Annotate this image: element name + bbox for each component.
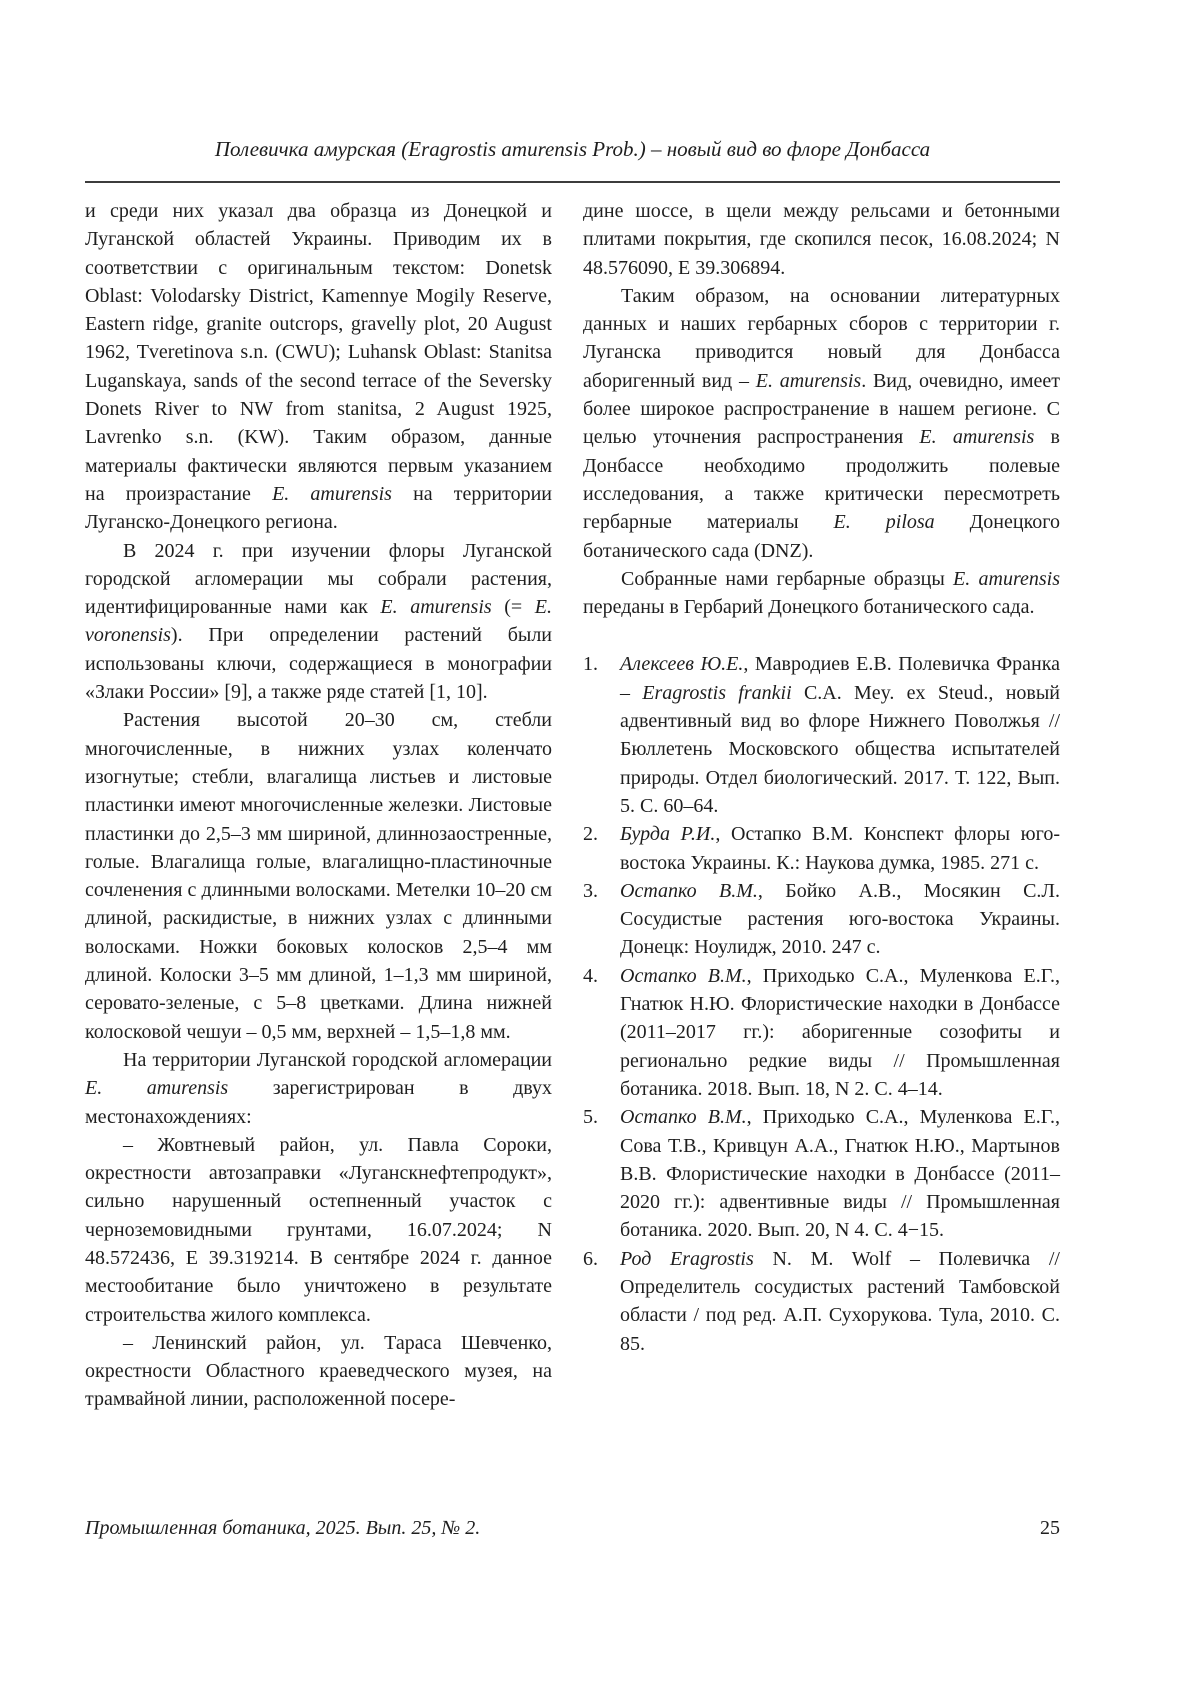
reference-number: 4. [583,964,598,987]
reference-number: 6. [583,1247,598,1270]
article-body [85,197,1060,1414]
running-head-title: Полевичка амурская (Eragrostis amurensis Prob.) – новый вид во флоре Донбасса [214,137,931,161]
reference-item [583,877,1060,962]
paragraph: Растения высотой 20–30 см, стебли многочисленные, в нижних узлах коленчато изогнутые; стебли, влагалища листьев и листовые пластинки имеют многочисленные железки. Листовые пластинки до 2,5–3 мм шириной, длиннозаостренные, голые. Влагалища голые, влагалищно-пластиночные сочленения с длинными волосками. Метелки 10–20 см длиной, раскидистые, в нижних узлах с длинными волосками. Ножки боковых колосков 2,5–4 мм длиной. Колоски 3–5 мм длиной, 1–1,3 мм шириной, серовато-зеленые, с 5–8 цветками. Длина нижней колосковой чешуи – 0,5 мм, верхней – 1,5–1,8 мм. [85,709,552,1043]
reference-item [583,650,1060,820]
reference-text: Остапко В.М., Приходько С.А., Муленкова Е.Г., Сова Т.В., Кривцун А.А., Гнатюк Н.Ю., Мартынов В.В. Флористические находки в Донбассе (2011–2020 гг.): адвентивные виды // Промышленная ботаника. 2020. Вып. 20, N 4. С. 4−15. [620,1106,1061,1242]
page-number: 25 [1040,1517,1060,1539]
reference-text: Остапко В.М., Бойко А.В., Мосякин С.Л. Сосудистые растения юго-востока Украины. Донецк: Ноулидж, 2010. 247 с. [620,879,1060,959]
reference-text: Алексеев Ю.Е., Мавродиев Е.В. Полевичка Франка – Eragrostis frankii C.A. Mey. ex Steud., новый адвентивный вид во флоре Нижнего Поволжья // Бюллетень Московского общества испытателей природы. Отдел биологический. 2017. Т. 122, Вып. 5. С. 60–64. [620,653,1060,817]
reference-item [583,1103,1060,1244]
paragraph: На территории Луганской городской агломерации E. amurensis зарегистрирован в двух местонахождениях: [85,1048,553,1128]
reference-number: 5. [583,1106,598,1129]
reference-number: 3. [583,879,598,902]
page-footer [85,1514,1060,1542]
reference-text: Бурда Р.И., Остапко В.М. Конспект флоры юго-востока Украины. К.: Наукова думка, 1985. 271 с. [620,823,1060,874]
paragraph: – Жовтневый район, ул. Павла Сороки, окрестности автозаправки «Луганскнефтепродукт», сильно нарушенный остепненный участок с черноземовидными грунтами, 16.07.2024; N 48.572436, E 39.319214. В сентябре 2024 г. данное местообитание было уничтожено в результате строительства жилого комплекса. [85,1133,552,1326]
reference-text: Род Eragrostis N. M. Wolf – Полевичка // Определитель сосудистых растений Тамбовской области / под ред. А.П. Сухорукова. Тула, 2010. С. 85. [620,1247,1060,1355]
reference-number: 1. [583,653,598,676]
paragraph: Собранные нами гербарные образцы E. amurensis переданы в Гербарий Донецкого ботанического сада. [583,567,1060,619]
reference-item [583,1245,1060,1358]
reference-item [583,820,1060,877]
references-list [583,650,1060,1357]
reference-item [583,962,1060,1103]
column-left [85,197,552,1414]
paragraph: В 2024 г. при изучении флоры Луганской городской агломерации мы собрали растения, идентифицированные нами как E. amurensis (= E. voronensis). При определении растений были использованы ключи, содержащиеся в монографии «Злаки России» [9], а также ряде статей [1, 10]. [85,539,552,704]
paragraph: – Ленинский район, ул. Тараса Шевченко, окрестности Областного краеведческого музея, на трамвайной линии, расположенной посере- [85,1331,552,1411]
column-right-text [583,197,1060,621]
column-right [583,197,1060,1414]
header-rule [85,181,1060,183]
paragraph: дине шоссе, в щели между рельсами и бетонными плитами покрытия, где скопился песок, 16.08.2024; N 48.576090, E 39.306894. [583,200,1060,279]
reference-number: 2. [583,823,598,846]
paragraph: и среди них указал два образца из Донецкой и Луганской областей Украины. Приводим их в соответствии с оригинальным текстом: Donetsk Oblast: Volodarsky District, Kamennye Mogily Reserve, Eastern ridge, granite outcrops, gravelly plot, 20 August 1962, Tveretinova s.n. (CWU); Luhansk Oblast: Stanitsa Luganskaya, sands of the second terrace of the Seversky Donets River to NW from stanitsa, 2 August 1925, Lavrenko s.n. (KW). Таким образом, данные материалы фактически являются первым указанием на произрастание E. amurensis на территории Луганско-Донецкого региона. [85,200,552,534]
reference-text: Остапко В.М., Приходько С.А., Муленкова Е.Г., Гнатюк Н.Ю. Флористические находки в Донбассе (2011–2017 гг.): аборигенные созофиты и регионально редкие виды // Промышленная ботаника. 2018. Вып. 18, N 2. С. 4–14. [620,964,1061,1100]
footer-journal-line: Промышленная ботаника, 2025. Вып. 25, № 2. [85,1517,481,1539]
paragraph: Таким образом, на основании литературных данных и наших гербарных сборов с территории г. Луганска приводится новый для Донбасса аборигенный вид – E. amurensis. Вид, очевидно, имеет более широкое распространение в нашем регионе. С целью уточнения распространения E. amurensis в Донбассе необходимо продолжить полевые исследования, а также критически пересмотреть гербарные материалы E. pilosa Донецкого ботанического сада (DNZ). [583,284,1061,562]
